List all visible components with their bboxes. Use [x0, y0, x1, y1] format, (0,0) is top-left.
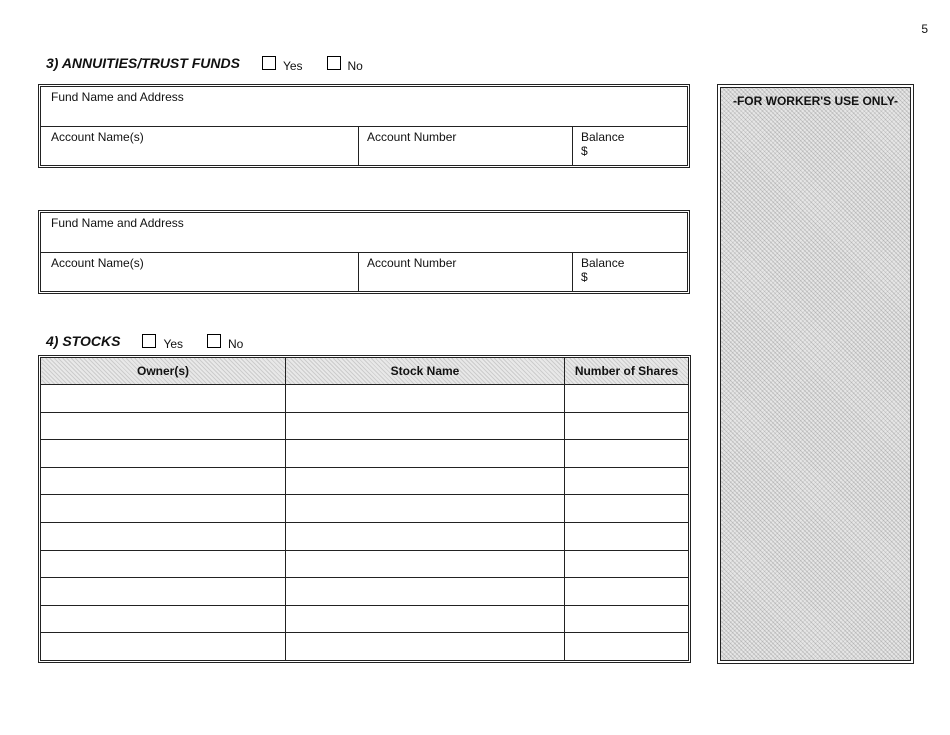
owner-cell[interactable] — [41, 550, 286, 578]
stock-name-cell[interactable] — [286, 412, 565, 440]
fund-name-address-label: Fund Name and Address — [51, 216, 184, 230]
fund-name-address-field[interactable] — [41, 213, 687, 253]
table-row — [41, 412, 689, 440]
stock-name-cell[interactable] — [286, 578, 565, 606]
account-names-label: Account Name(s) — [51, 130, 144, 144]
account-number-field[interactable] — [359, 127, 573, 165]
worker-use-area — [720, 87, 911, 661]
annuities-no-label: No — [347, 59, 363, 73]
balance-currency: $ — [581, 144, 588, 158]
balance-label: Balance — [581, 256, 625, 270]
number-of-shares-cell[interactable] — [565, 440, 689, 468]
stocks-table — [40, 357, 689, 661]
worker-use-box — [717, 84, 914, 664]
number-of-shares-column-header: Number of Shares — [565, 358, 689, 385]
fund-box-1 — [38, 84, 690, 168]
owner-cell[interactable] — [41, 578, 286, 606]
page-number: 5 — [921, 22, 928, 36]
stocks-yes-label: Yes — [163, 337, 184, 351]
number-of-shares-cell[interactable] — [565, 467, 689, 495]
account-number-label: Account Number — [367, 256, 457, 270]
stock-name-cell[interactable] — [286, 522, 565, 550]
annuities-title: 3) ANNUITIES/TRUST FUNDS — [46, 55, 240, 71]
fund-name-address-label: Fund Name and Address — [51, 90, 184, 104]
table-row — [41, 578, 689, 606]
owner-cell[interactable] — [41, 440, 286, 468]
annuities-header — [46, 55, 387, 71]
account-names-field[interactable] — [41, 127, 359, 165]
annuities-yes-checkbox[interactable] — [262, 56, 276, 70]
stock-name-cell[interactable] — [286, 385, 565, 413]
table-row — [41, 605, 689, 633]
owner-cell[interactable] — [41, 633, 286, 661]
owner-cell[interactable] — [41, 495, 286, 523]
account-names-field[interactable] — [41, 253, 359, 291]
stock-name-cell[interactable] — [286, 550, 565, 578]
owners-column-header: Owner(s) — [41, 358, 286, 385]
stocks-header — [46, 333, 267, 349]
stocks-no-checkbox[interactable] — [207, 334, 221, 348]
stock-name-cell[interactable] — [286, 495, 565, 523]
owner-cell[interactable] — [41, 412, 286, 440]
number-of-shares-cell[interactable] — [565, 385, 689, 413]
owner-cell[interactable] — [41, 467, 286, 495]
annuities-yes-label: Yes — [282, 59, 303, 73]
stock-name-cell[interactable] — [286, 633, 565, 661]
account-names-label: Account Name(s) — [51, 256, 144, 270]
table-row — [41, 550, 689, 578]
fund-name-address-field[interactable] — [41, 87, 687, 127]
stocks-header-row — [41, 358, 689, 385]
stocks-yes-checkbox[interactable] — [142, 334, 156, 348]
balance-field[interactable] — [573, 253, 687, 291]
owner-cell[interactable] — [41, 385, 286, 413]
table-row — [41, 495, 689, 523]
number-of-shares-cell[interactable] — [565, 578, 689, 606]
stock-name-cell[interactable] — [286, 440, 565, 468]
stocks-title: 4) STOCKS — [46, 333, 121, 349]
stocks-yes-option[interactable] — [142, 334, 184, 351]
balance-label: Balance — [581, 130, 625, 144]
balance-field[interactable] — [573, 127, 687, 165]
fund-box-2 — [38, 210, 690, 294]
table-row — [41, 467, 689, 495]
owner-cell[interactable] — [41, 522, 286, 550]
number-of-shares-cell[interactable] — [565, 495, 689, 523]
table-row — [41, 522, 689, 550]
number-of-shares-cell[interactable] — [565, 522, 689, 550]
table-row — [41, 440, 689, 468]
stock-name-cell[interactable] — [286, 467, 565, 495]
stocks-table-frame — [38, 355, 691, 663]
annuities-no-checkbox[interactable] — [327, 56, 341, 70]
number-of-shares-cell[interactable] — [565, 633, 689, 661]
account-number-label: Account Number — [367, 130, 457, 144]
balance-currency: $ — [581, 270, 588, 284]
number-of-shares-cell[interactable] — [565, 550, 689, 578]
owner-cell[interactable] — [41, 605, 286, 633]
stocks-no-option[interactable] — [207, 334, 244, 351]
annuities-no-option[interactable] — [327, 56, 363, 73]
number-of-shares-cell[interactable] — [565, 412, 689, 440]
table-row — [41, 633, 689, 661]
stock-name-cell[interactable] — [286, 605, 565, 633]
annuities-yes-option[interactable] — [262, 56, 303, 73]
account-number-field[interactable] — [359, 253, 573, 291]
table-row — [41, 385, 689, 413]
stock-name-column-header: Stock Name — [286, 358, 565, 385]
stocks-no-label: No — [228, 337, 244, 351]
number-of-shares-cell[interactable] — [565, 605, 689, 633]
worker-use-label: -FOR WORKER'S USE ONLY- — [732, 94, 899, 108]
